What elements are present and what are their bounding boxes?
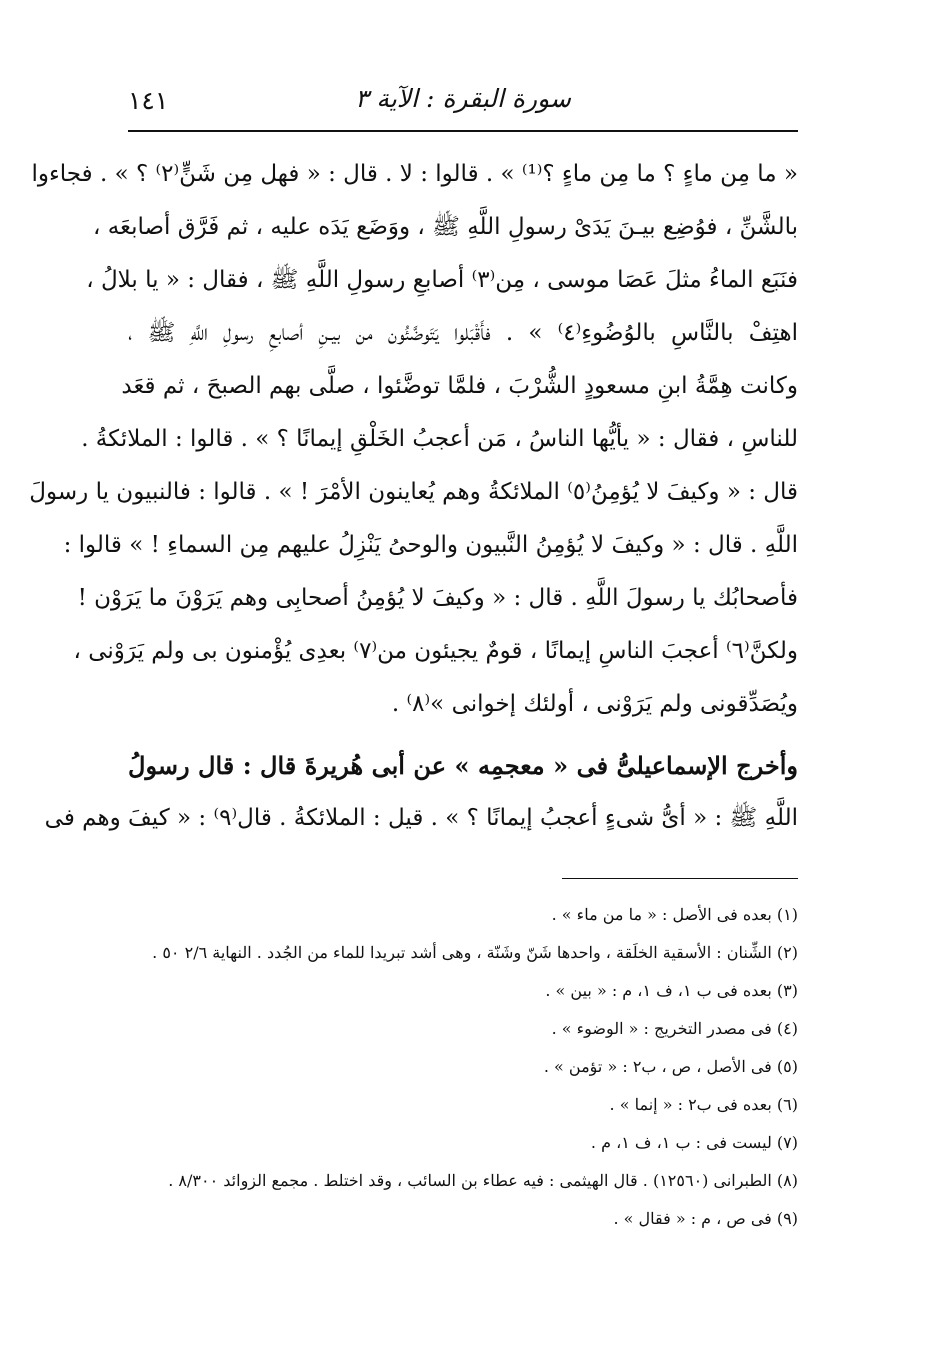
- footnote: (٩) فى ص ، م : « فقال » .: [613, 1209, 798, 1228]
- text-line: « ما مِن ماءٍ ؟ ما مِن ماءٍ ؟⁽¹⁾ » . قالوا : لا . قال : « فهل مِن شَنٍّ⁽٢⁾ ؟ » . فجاءوا: [31, 161, 798, 187]
- running-title: سورة البقرة : الآية ٣: [355, 84, 571, 113]
- text-line: ولكنَّ⁽٦⁾ أعجبَ الناسِ إيمانًا ، قومٌ يجيئون من⁽٧⁾ بعدِى يُؤْمنون بى ولم يَرَوْنى ،: [73, 638, 798, 664]
- paragraph-start-line: وأخرج الإسماعيلىُّ فى « معجمِه » عن أبى هُريرةَ قال : قال رسولُ: [128, 751, 798, 780]
- text-line: اهتِفْ بالنَّاسِ بالوُضُوءِ⁽٤⁾ » . فأَقْبَلوا يَتَوضَّئُون من بيـنِ أصابعِ رسولِ اللَّهِ ﷺ ،: [128, 320, 798, 346]
- footnote: (٢) الشِّنان : الأسقية الخلَقة ، واحدها شَنّ وشَنّة ، وهى أشد تبريدا للماء من الجُدد . النهاية ٢/٦ ٥٠ .: [152, 943, 798, 962]
- footnote: (٧) ليست فى : ب ١، ف ١، م .: [590, 1133, 798, 1152]
- footnotes: [128, 896, 798, 1238]
- text-line: وكانت هِمَّةُ ابنِ مسعودٍ الشُّرْبَ ، فلمَّا توضَّئوا ، صلَّى بهم الصبحَ ، ثم قعَد: [121, 373, 798, 399]
- footnote: (٥) فى الأصل ، ص ، ب٢ : « تؤمن » .: [543, 1057, 798, 1076]
- text-line: ويُصَدِّقونى ولم يَرَوْنى ، أولئك إخوانى »⁽٨⁾ .: [391, 691, 798, 717]
- text-line: فأصحابُك يا رسولَ اللَّهِ . قال : « وكيفَ لا يُؤمِنُ أصحابِى وهم يَرَوْنَ ما يَرَوْن !: [77, 585, 798, 611]
- text-line: قال : « وكيفَ لا يُؤمِنُ⁽٥⁾ الملائكةُ وهم يُعاينون الأمْرَ ! » . قالوا : فالنبيون يا رسولَ: [29, 479, 798, 505]
- page-number: ١٤١: [128, 86, 169, 115]
- footnote: (٨) الطبرانى (١٢٥٦٠) . قال الهيثمى : فيه عطاء بن السائب ، وقد اختلط . مجمع الزوائد ٨/٣٠٠ .: [168, 1171, 798, 1190]
- footnote: (٣) بعده فى ب ١، ف ١، م : « بين » .: [545, 981, 798, 1000]
- text-line: فنَبَع الماءُ مثلَ عَصَا موسى ، مِن⁽٣⁾ أصابعِ رسولِ اللَّهِ ﷺ ، فقال : « يا بلالُ ،: [86, 267, 798, 293]
- text-line: للناسِ ، فقال : « يأيُّها الناسُ ، مَن أعجبُ الخَلْقِ إيمانًا ؟ » . قالوا : الملائكةُ .: [81, 426, 798, 452]
- text-line: اللَّهِ . قال : « وكيفَ لا يُؤمِنُ النَّبيون والوحىُ يَنْزِلُ عليهم مِن السماءِ ! » قالوا :: [63, 532, 798, 558]
- main-text: [29, 148, 798, 845]
- footnote: (١) بعده فى الأصل : « ما من ماء » .: [551, 905, 798, 924]
- page-header: [128, 78, 798, 122]
- text-line: بالشَّنِّ ، فوُضِع بيـنَ يَدَىْ رسولِ اللَّهِ ﷺ ، ووَضَع يَدَه عليه ، ثم فَرَّق أصابعَه ،: [92, 214, 798, 240]
- text-line: اللَّهِ ﷺ : « أىُّ شىءٍ أعجبُ إيمانًا ؟ » . قيل : الملائكةُ . قال⁽٩⁾ : « كيفَ وهم فى: [44, 805, 798, 831]
- footnote-rule: [562, 878, 798, 879]
- footnote: (٤) فى مصدر التخريج : « الوضوء » .: [551, 1019, 798, 1038]
- footnote: (٦) بعده فى ب٢ : « إنما » .: [609, 1095, 798, 1114]
- header-rule: [128, 130, 798, 132]
